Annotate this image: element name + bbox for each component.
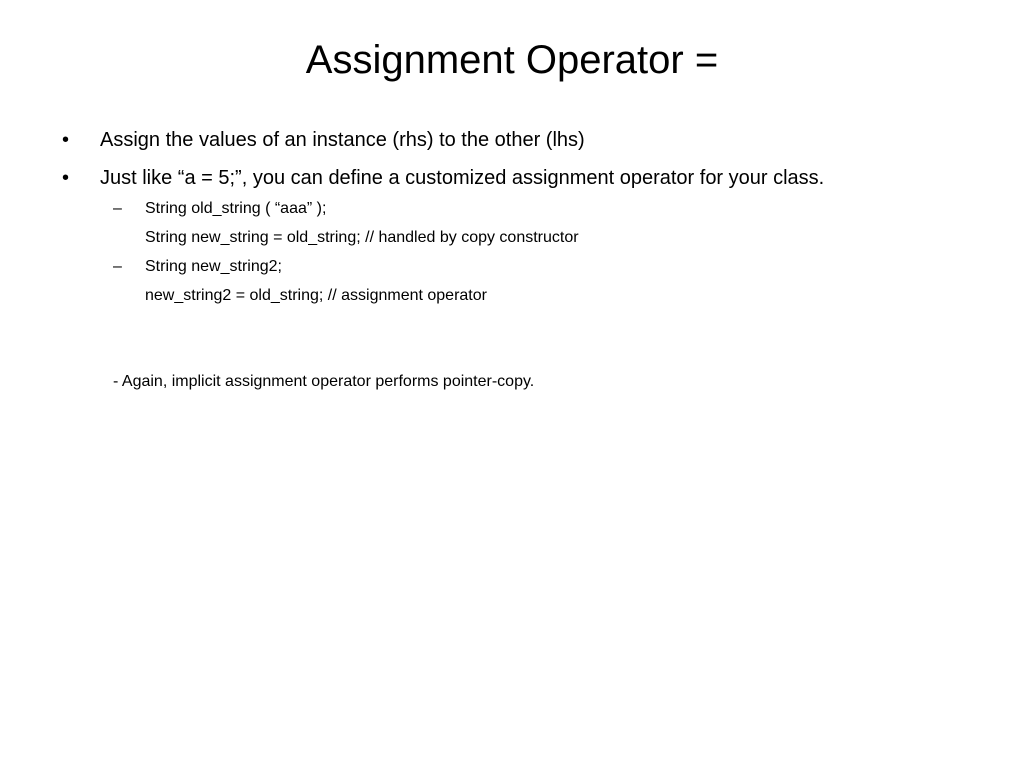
code-line: new_string2 = old_string; // assignment operator [145, 287, 487, 304]
sub-bullet-marker: – [113, 200, 122, 217]
bullet-marker: • [62, 129, 70, 151]
slide-title: Assignment Operator = [305, 38, 719, 82]
bullet-marker: • [62, 167, 70, 189]
bullet-text: Assign the values of an instance (rhs) to the other (lhs) [100, 129, 585, 151]
sub-bullet-marker: – [113, 258, 122, 275]
bullet-text: Just like “a = 5;”, you can define a customized assignment operator for your class. [100, 167, 825, 189]
code-line: String new_string2; [145, 258, 282, 275]
code-line: String old_string ( “aaa” ); [145, 200, 327, 217]
slide-note: - Again, implicit assignment operator performs pointer-copy. [113, 373, 535, 390]
code-line: String new_string = old_string; // handled by copy constructor [145, 229, 579, 246]
